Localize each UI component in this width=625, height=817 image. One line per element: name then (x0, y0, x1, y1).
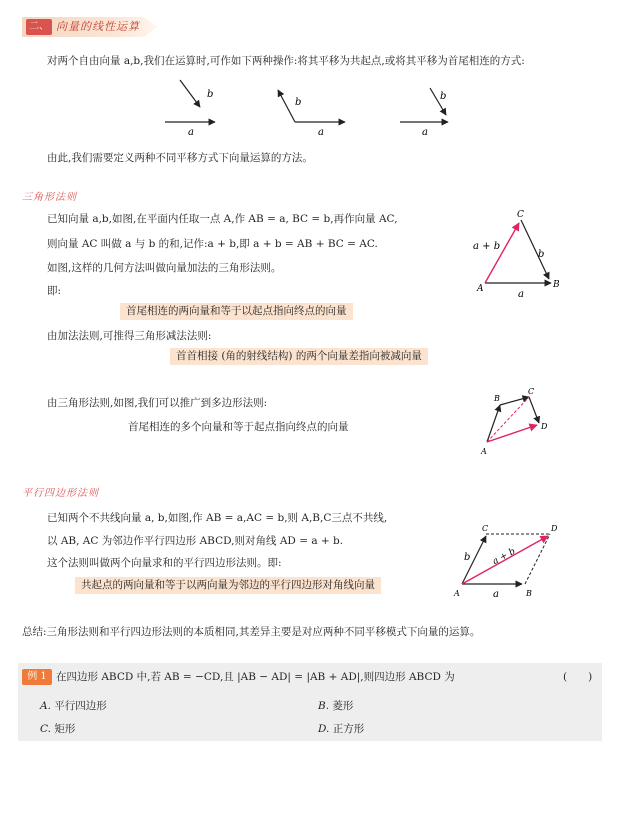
point-B-label: B (553, 280, 560, 290)
label-b-1: b (207, 89, 214, 100)
option-D[interactable] (318, 723, 364, 736)
example-question: 在四边形 ABCD 中,若 AB = −CD,且 |AB − AD| = |AB + AD|,则四边形 ABCD 为 (56, 671, 455, 683)
parallelogram-line-1: 已知两个不共线向量 a, b,如图,作 AB = a,AC = b,则 A,B,C三点不共线, (47, 512, 388, 524)
label-a: a (518, 289, 524, 300)
point-C-label: C (517, 210, 524, 220)
label-a-1: a (188, 127, 194, 137)
option-B[interactable] (318, 700, 353, 713)
polygon-line-2: 首尾相连的多个向量和等于起点指向终点的向量 (128, 421, 349, 433)
polygon-line-1: 由三角形法则,如图,我们可以推广到多边形法则: (47, 397, 268, 409)
point-A-label: A (481, 447, 487, 456)
label-a-plus-b: a + b (473, 241, 501, 252)
option-letter: B. (318, 700, 330, 712)
option-letter: C. (40, 723, 51, 735)
label-a-2: a (318, 127, 324, 137)
point-A-label: A (477, 284, 484, 294)
example-tag: 例 1 (22, 669, 52, 685)
triangle-line-4: 即: (47, 285, 62, 297)
option-text: 矩形 (54, 723, 76, 735)
option-text: 平行四边形 (54, 700, 107, 712)
label-a: a (493, 589, 499, 600)
vector-b-1 (180, 80, 200, 107)
vector-AB (487, 405, 500, 442)
point-C-label: C (482, 524, 489, 533)
label-a-plus-b: a + b (491, 546, 518, 568)
option-A[interactable] (40, 700, 107, 713)
triangle-highlight-1: 首尾相连的两向量和等于以起点指向终点的向量 (120, 303, 353, 320)
parallelogram-highlight: 共起点的两向量和等于以两向量为邻边的平行四边形对角线向量 (75, 577, 381, 594)
parallelogram-rule-heading: 平行四边形法则 (22, 488, 99, 499)
option-C[interactable] (40, 723, 75, 736)
parallelogram-line-3: 这个法则叫做两个向量求和的平行四边形法则。即: (47, 557, 282, 569)
option-text: 菱形 (332, 700, 354, 712)
point-D-label: D (551, 524, 558, 533)
vector-CD (529, 397, 539, 423)
section-title: 向量的线性运算 (56, 20, 140, 33)
free-vectors-figure (160, 75, 470, 137)
label-a-3: a (422, 127, 428, 137)
label-b: b (464, 552, 471, 563)
vector-AC (485, 223, 519, 283)
intro-line-2: 由此,我们需要定义两种不同平移方式下向量运算的方法。 (47, 152, 313, 164)
triangle-highlight-2: 首首相接 (角的射线结构) 的两个向量差指向被减向量 (170, 348, 428, 365)
parallelogram-line-2: 以 AB, AC 为邻边作平行四边形 ABCD,则对角线 AD = a + b. (47, 535, 344, 547)
option-letter: A. (40, 700, 51, 712)
point-A-label: A (454, 589, 460, 598)
intro-line-1: 对两个自由向量 a,b,我们在运算时,可作如下两种操作:将其平移为共起点,或将其平移为首尾相连的方式: (47, 55, 525, 67)
triangle-line-3: 如图,这样的几何方法叫做向量加法的三角形法则。 (47, 262, 282, 274)
option-letter: D. (318, 723, 330, 735)
summary-text: 总结:三角形法则和平行四边形法则的本质相同,其差异主要是对应两种不同平移模式下向量的运算。 (22, 626, 481, 638)
example-answer-paren: ( ) (563, 671, 593, 683)
triangle-line-5: 由加法法则,可推得三角形减法法则: (47, 330, 212, 342)
polygon-rule-figure (475, 385, 555, 460)
triangle-line-2: 则向量 AC 叫做 a 与 b 的和,记作:a + b,即 a + b = AB + BC = AC. (47, 238, 378, 250)
option-text: 正方形 (332, 723, 365, 735)
section-number: 二、 (26, 19, 52, 35)
point-B-label: B (494, 394, 500, 403)
parallelogram-rule-figure (450, 522, 565, 602)
label-b: b (538, 249, 545, 260)
vector-b-2 (278, 90, 295, 122)
label-b-2: b (295, 97, 302, 108)
vector-BC (521, 220, 549, 279)
point-B-label: B (526, 589, 532, 598)
label-b-3: b (440, 91, 447, 102)
triangle-rule-figure (465, 205, 570, 300)
point-C-label: C (528, 387, 535, 396)
triangle-rule-heading: 三角形法则 (22, 192, 77, 203)
triangle-line-1: 已知向量 a,b,如图,在平面内任取一点 A,作 AB = a, BC = b,再作向量 AC, (47, 213, 398, 225)
point-D-label: D (541, 422, 548, 431)
